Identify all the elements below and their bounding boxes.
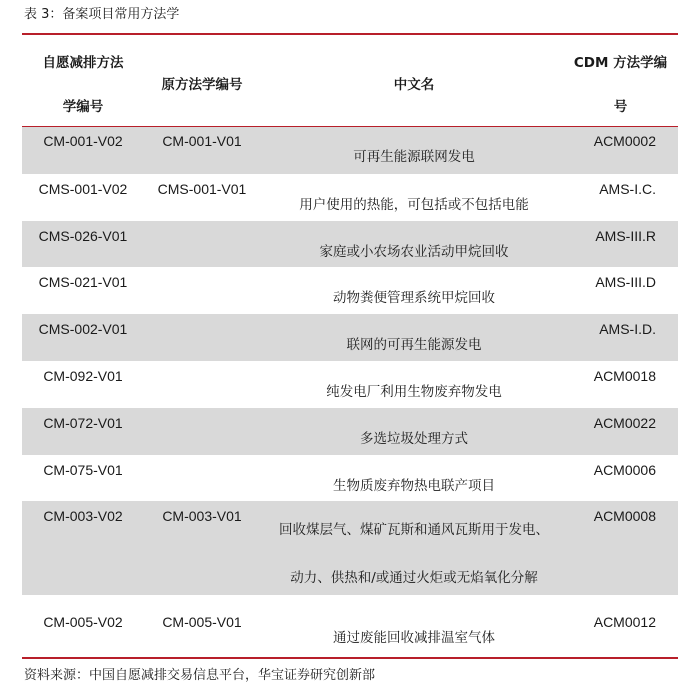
header-cdm-id-line2: 号 [613,99,628,115]
header-cdm-id-line1: CDM 方法学编 [573,55,668,71]
cell-cdm-id: AMS-III.R [568,221,678,267]
table-row [22,174,678,221]
cell-voluntary-id: CM-072-V01 [22,408,144,455]
header-original-id: 原方法学编号 [161,77,243,93]
header-voluntary-id [22,40,144,126]
table-row [22,221,678,267]
cell-chinese-name [260,501,568,595]
cell-chinese-name: 联网的可再生能源发电 [260,314,568,361]
cell-original-id [144,267,260,314]
cell-original-id [144,408,260,455]
header-cdm-id [568,40,678,126]
cell-cdm-id: ACM0012 [593,614,656,630]
cell-chinese-name: 纯发电厂利用生物废弃物发电 [326,384,502,400]
cell-voluntary-id: CM-001-V02 [22,126,144,174]
bottom-rule [22,657,678,659]
cell-chinese-name: 用户使用的热能，可包括或不包括电能 [299,197,529,213]
cell-original-id [144,455,260,501]
cell-chinese-name: 多选垃圾处理方式 [260,408,568,455]
cell-chinese-name-line1: 回收煤层气、煤矿瓦斯和通风瓦斯用于发电、 [279,522,549,538]
header-rule [22,126,678,127]
cell-chinese-name: 通过废能回收减排温室气体 [333,630,495,646]
table-row [22,408,678,455]
table-caption: 表 3：备案项目常用方法学 [24,7,180,22]
table-row [22,501,678,595]
cell-cdm-id: ACM0002 [568,126,678,174]
cell-cdm-id: ACM0018 [593,368,656,384]
header-voluntary-id-line1: 自愿减排方法 [42,55,124,71]
cell-voluntary-id: CM-003-V02 [22,501,144,595]
cell-chinese-name: 家庭或小农场农业活动甲烷回收 [260,221,568,267]
table-row [22,455,678,501]
cell-voluntary-id: CM-005-V02 [43,614,123,630]
cell-original-id: CM-005-V01 [162,614,242,630]
header-voluntary-id-line2: 学编号 [62,99,104,115]
cell-original-id: CMS-001-V01 [157,181,247,197]
cell-original-id: CM-003-V01 [144,501,260,595]
methodology-table [22,40,678,651]
cell-chinese-name: 生物质废弃物热电联产项目 [333,478,495,494]
cell-voluntary-id: CM-075-V01 [43,462,123,478]
cell-chinese-name: 可再生能源联网发电 [260,126,568,174]
cell-voluntary-id: CMS-001-V02 [38,181,128,197]
header-chinese-name: 中文名 [393,77,435,93]
cell-cdm-id: ACM0006 [593,462,656,478]
cell-cdm-id: ACM0022 [568,408,678,455]
cell-voluntary-id: CM-092-V01 [43,368,123,384]
table-row [22,314,678,361]
cell-voluntary-id: CMS-002-V01 [22,314,144,361]
cell-voluntary-id: CMS-026-V01 [22,221,144,267]
cell-cdm-id: AMS-III.D [595,274,656,290]
table-row [22,267,678,314]
cell-original-id: CM-001-V01 [144,126,260,174]
table-row [22,595,678,651]
cell-chinese-name: 动物粪便管理系统甲烷回收 [333,290,495,306]
cell-cdm-id: AMS-I.C. [599,181,656,197]
top-rule [22,33,678,35]
cell-voluntary-id: CMS-021-V01 [38,274,128,290]
cell-chinese-name-line2: 动力、供热和/或通过火炬或无焰氧化分解 [290,570,538,586]
cell-original-id [144,314,260,361]
source-note: 资料来源：中国自愿减排交易信息平台，华宝证券研究创新部 [24,668,376,683]
cell-cdm-id: AMS-I.D. [568,314,678,361]
cell-original-id [144,221,260,267]
cell-cdm-id: ACM0008 [568,501,678,595]
table-row [22,361,678,408]
table-row [22,126,678,174]
cell-original-id [144,361,260,408]
